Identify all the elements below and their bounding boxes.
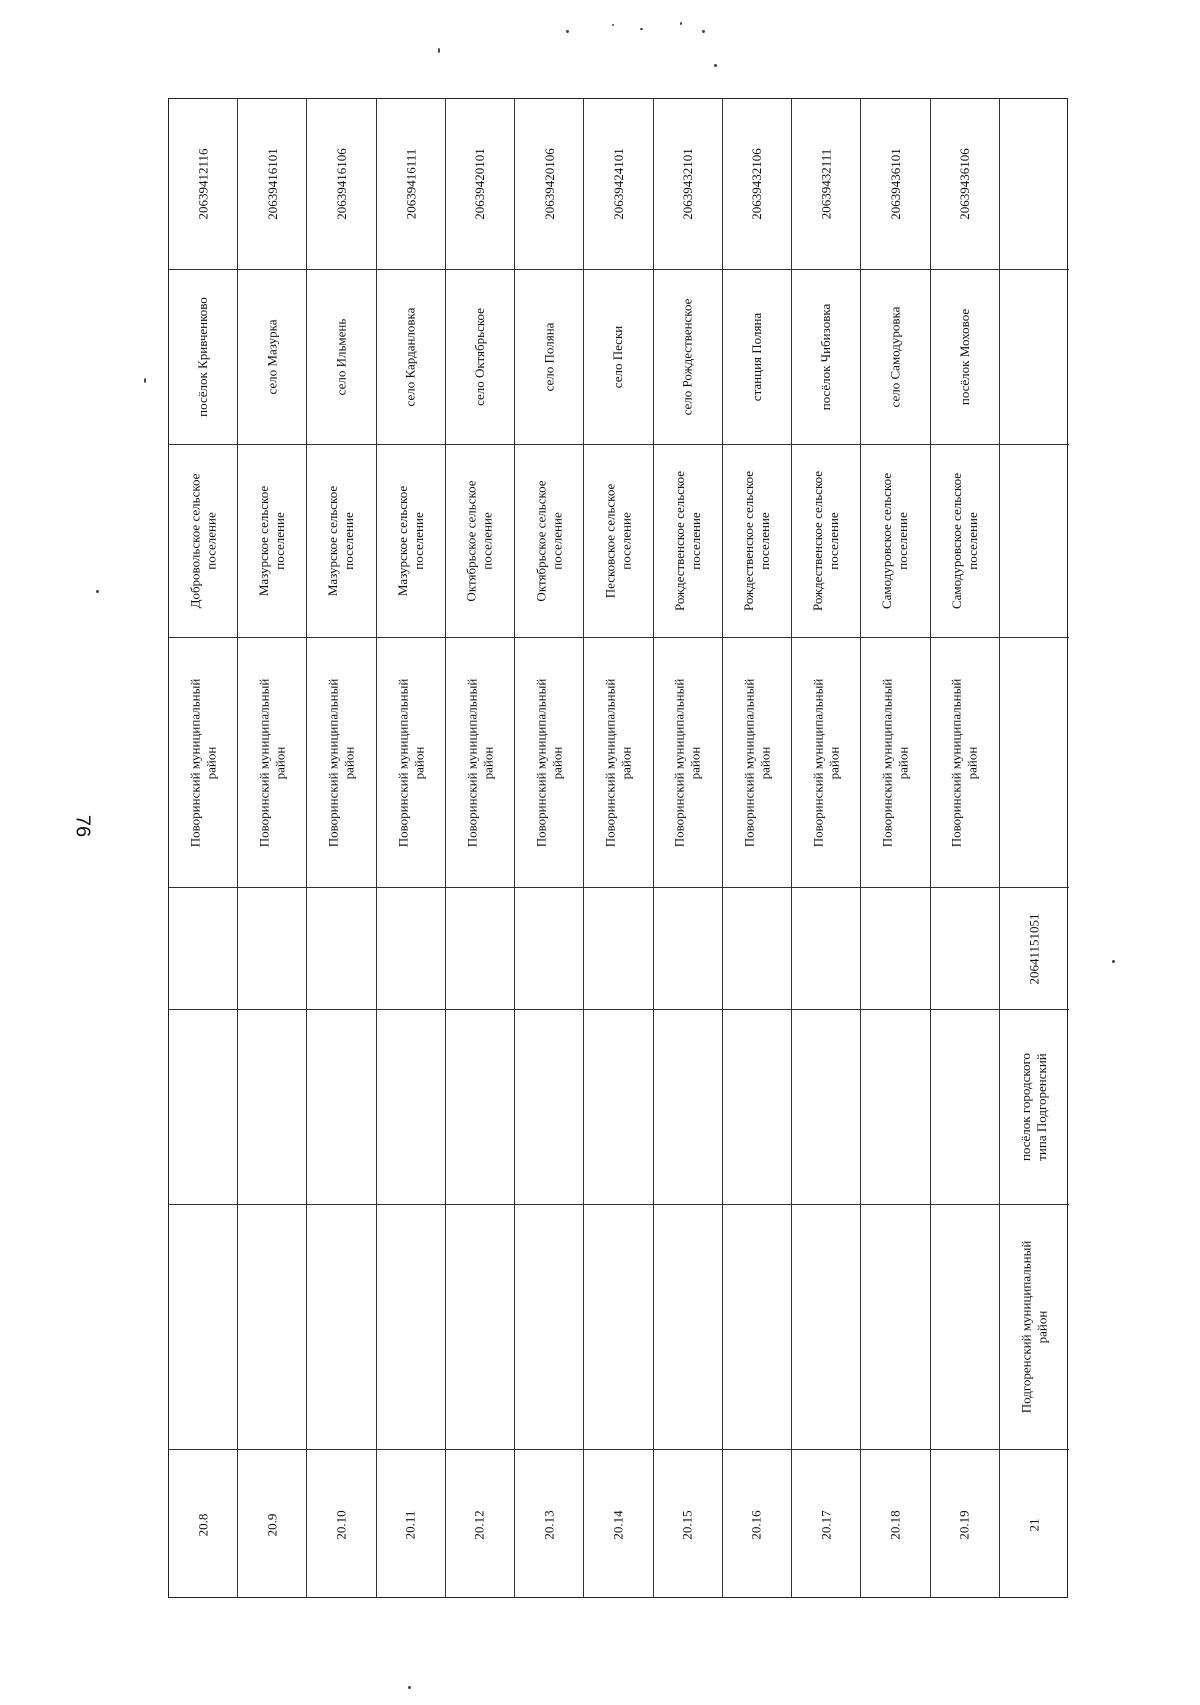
cell-text: Песковское сельское поселение [602,483,634,599]
cell-text: станция Поляна [748,312,764,402]
cell-text: 20639420106 [541,148,557,220]
cell-text: 20639424101 [610,148,626,220]
cell-oktmo-2 [654,99,722,269]
cell-district-name [861,1204,929,1449]
cell-locality [377,269,445,444]
cell-oktmo-1 [654,887,722,1009]
cell-text: село Рождественское [679,298,695,416]
scan-speck [612,24,614,26]
cell-num [861,1449,929,1599]
table-row [169,99,238,1597]
cell-oktmo-2 [1000,99,1069,269]
cell-municipality [238,637,306,887]
scan-speck [714,64,717,67]
cell-district-name [584,1204,652,1449]
cell-district-name [931,1204,999,1449]
table-row [515,99,584,1597]
cell-num [169,1449,237,1599]
cell-text: 20.18 [887,1509,903,1540]
cell-text: 20.17 [818,1509,834,1540]
cell-text: Поворинский муниципальный район [187,678,219,847]
cell-municipality [654,637,722,887]
cell-oktmo-1 [861,887,929,1009]
cell-oktmo-2 [169,99,237,269]
scan-speck [680,22,682,25]
scan-speck [96,590,99,593]
cell-text: Поворинский муниципальный район [948,678,980,847]
cell-district-name [169,1204,237,1449]
cell-settlement-name [238,1009,306,1204]
page-number: 76 [71,814,94,838]
cell-oktmo-1 [584,887,652,1009]
cell-text: 20639432106 [748,148,764,220]
cell-oktmo-1 [515,887,583,1009]
cell-text: село Самодуровка [887,306,903,408]
cell-text: 21 [1026,1518,1042,1531]
cell-settlement [307,444,375,637]
cell-text: Мазурское сельское поселение [256,485,288,597]
cell-municipality [307,637,375,887]
cell-settlement-name [169,1009,237,1204]
cell-oktmo-1 [931,887,999,1009]
table-row [377,99,446,1597]
cell-district-name [515,1204,583,1449]
cell-oktmo-2 [723,99,791,269]
cell-municipality [377,637,445,887]
cell-text: Самодуровское сельское поселение [948,472,980,610]
cell-settlement-name [377,1009,445,1204]
cell-oktmo-1 [446,887,514,1009]
cell-oktmo-1 [377,887,445,1009]
cell-text: 20.19 [956,1509,972,1540]
cell-text: Поворинский муниципальный район [810,678,842,847]
cell-text: Рождественское сельское поселение [740,470,772,612]
cell-text: Мазурское сельское поселение [394,485,426,597]
cell-settlement [584,444,652,637]
cell-text: Подгоренский муниципальный район [1018,1240,1050,1414]
cell-text: Рождественское сельское поселение [671,470,703,612]
cell-district-name [792,1204,860,1449]
cell-locality [723,269,791,444]
cell-settlement [238,444,306,637]
cell-text: 20639436106 [956,148,972,220]
cell-municipality [584,637,652,887]
cell-text: 20639416101 [264,148,280,220]
cell-district-name [307,1204,375,1449]
cell-text: Мазурское сельское поселение [325,485,357,597]
cell-municipality [723,637,791,887]
cell-settlement [723,444,791,637]
cell-num [654,1449,722,1599]
cell-oktmo-2 [861,99,929,269]
cell-settlement-name [723,1009,791,1204]
cell-text: село Мазурка [264,319,280,395]
cell-text: Самодуровское сельское поселение [879,472,911,610]
cell-municipality [1000,637,1069,887]
cell-text: Поворинский муниципальный район [394,678,426,847]
cell-text: село Карданловка [402,307,418,407]
cell-settlement [377,444,445,637]
cell-municipality [169,637,237,887]
cell-text: Октябрьское сельское поселение [533,480,565,602]
cell-text: 20.9 [264,1513,280,1536]
cell-text: село Пески [610,325,626,389]
cell-text: Рождественское сельское поселение [810,470,842,612]
cell-oktmo-1 [792,887,860,1009]
cell-text: Добровольское сельское поселение [187,473,219,609]
cell-text: 20.16 [748,1509,764,1540]
cell-settlement-name [515,1009,583,1204]
cell-text: 20639412116 [195,148,211,220]
cell-settlement [792,444,860,637]
cell-text: 20639432101 [679,148,695,220]
cell-locality [931,269,999,444]
cell-municipality [931,637,999,887]
cell-oktmo-2 [584,99,652,269]
cell-settlement [861,444,929,637]
cell-text: 20639436101 [887,148,903,220]
cell-district-name [654,1204,722,1449]
cell-text: Октябрьское сельское поселение [464,480,496,602]
cell-text: село Октябрьское [472,308,488,406]
cell-settlement [446,444,514,637]
cell-municipality [861,637,929,887]
cell-settlement [1000,444,1069,637]
cell-text: Поворинский муниципальный район [740,678,772,847]
scan-speck [408,1686,411,1689]
cell-text: 20.12 [472,1509,488,1540]
cell-municipality [792,637,860,887]
cell-settlement-name [307,1009,375,1204]
cell-settlement-name [654,1009,722,1204]
cell-locality [792,269,860,444]
cell-settlement-name [584,1009,652,1204]
cell-text: село Ильмень [333,318,349,396]
cell-text: 20639416106 [333,148,349,220]
table-row [792,99,861,1597]
cell-oktmo-2 [307,99,375,269]
cell-text: село Поляна [541,322,557,392]
cell-text: 20.14 [610,1509,626,1540]
cell-oktmo-2 [377,99,445,269]
cell-settlement-name [792,1009,860,1204]
table-row [446,99,515,1597]
cell-settlement-name [861,1009,929,1204]
cell-num [792,1449,860,1599]
cell-text: Поворинский муниципальный район [671,678,703,847]
cell-settlement [654,444,722,637]
cell-settlement-name [446,1009,514,1204]
settlements-table [168,98,1068,1598]
cell-text: 20639416111 [402,148,418,220]
cell-num [446,1449,514,1599]
cell-num [377,1449,445,1599]
cell-text: 20.10 [333,1509,349,1540]
cell-text: Поворинский муниципальный район [256,678,288,847]
scan-speck [640,28,643,30]
cell-municipality [446,637,514,887]
cell-text: Поворинский муниципальный район [602,678,634,847]
table-row [307,99,376,1597]
scan-speck [566,30,569,33]
cell-num [584,1449,652,1599]
cell-locality [1000,269,1069,444]
cell-oktmo-1 [238,887,306,1009]
table-row [1000,99,1069,1597]
cell-oktmo-1 [169,887,237,1009]
table-row [931,99,1000,1597]
cell-text: Поворинский муниципальный район [879,678,911,847]
cell-text: посёлок Кривченково [195,297,211,417]
cell-locality [238,269,306,444]
cell-num [238,1449,306,1599]
cell-oktmo-2 [515,99,583,269]
cell-num [307,1449,375,1599]
scan-speck [438,48,440,53]
cell-text: посёлок городского типа Подгоренский [1018,1052,1050,1162]
cell-text: посёлок Чибизовка [818,303,834,411]
cell-settlement-name [931,1009,999,1204]
cell-locality [861,269,929,444]
cell-num [515,1449,583,1599]
scan-speck [144,378,146,383]
cell-oktmo-2 [931,99,999,269]
scan-speck [1112,960,1115,963]
cell-text: Поворинский муниципальный район [533,678,565,847]
cell-text: Поворинский муниципальный район [464,678,496,847]
cell-district-name [238,1204,306,1449]
cell-settlement [931,444,999,637]
cell-locality [446,269,514,444]
cell-oktmo-2 [792,99,860,269]
table-row [654,99,723,1597]
cell-district-name [446,1204,514,1449]
cell-text: 20639432111 [818,148,834,220]
table-row [723,99,792,1597]
scan-speck [702,30,705,33]
cell-municipality [515,637,583,887]
cell-num [723,1449,791,1599]
cell-district-name [377,1204,445,1449]
cell-locality [169,269,237,444]
cell-settlement [515,444,583,637]
cell-locality [654,269,722,444]
cell-oktmo-1 [723,887,791,1009]
cell-num [931,1449,999,1599]
table-row [584,99,653,1597]
cell-oktmo-1 [307,887,375,1009]
cell-text: посёлок Моховое [956,308,972,406]
cell-text: 20641151051 [1026,912,1042,985]
cell-locality [584,269,652,444]
cell-text: 20.13 [541,1509,557,1540]
cell-oktmo-2 [238,99,306,269]
cell-settlement-name [1000,1009,1069,1204]
cell-locality [307,269,375,444]
cell-text: 20639420101 [472,148,488,220]
cell-text: 20.8 [195,1513,211,1536]
cell-oktmo-2 [446,99,514,269]
cell-district-name [1000,1204,1069,1449]
cell-text: 20.11 [402,1510,418,1539]
table-row [861,99,930,1597]
cell-text: 20.15 [679,1509,695,1540]
cell-oktmo-1 [1000,887,1069,1009]
cell-district-name [723,1204,791,1449]
table-row [238,99,307,1597]
cell-locality [515,269,583,444]
cell-settlement [169,444,237,637]
cell-text: Поворинский муниципальный район [325,678,357,847]
cell-num [1000,1449,1069,1599]
